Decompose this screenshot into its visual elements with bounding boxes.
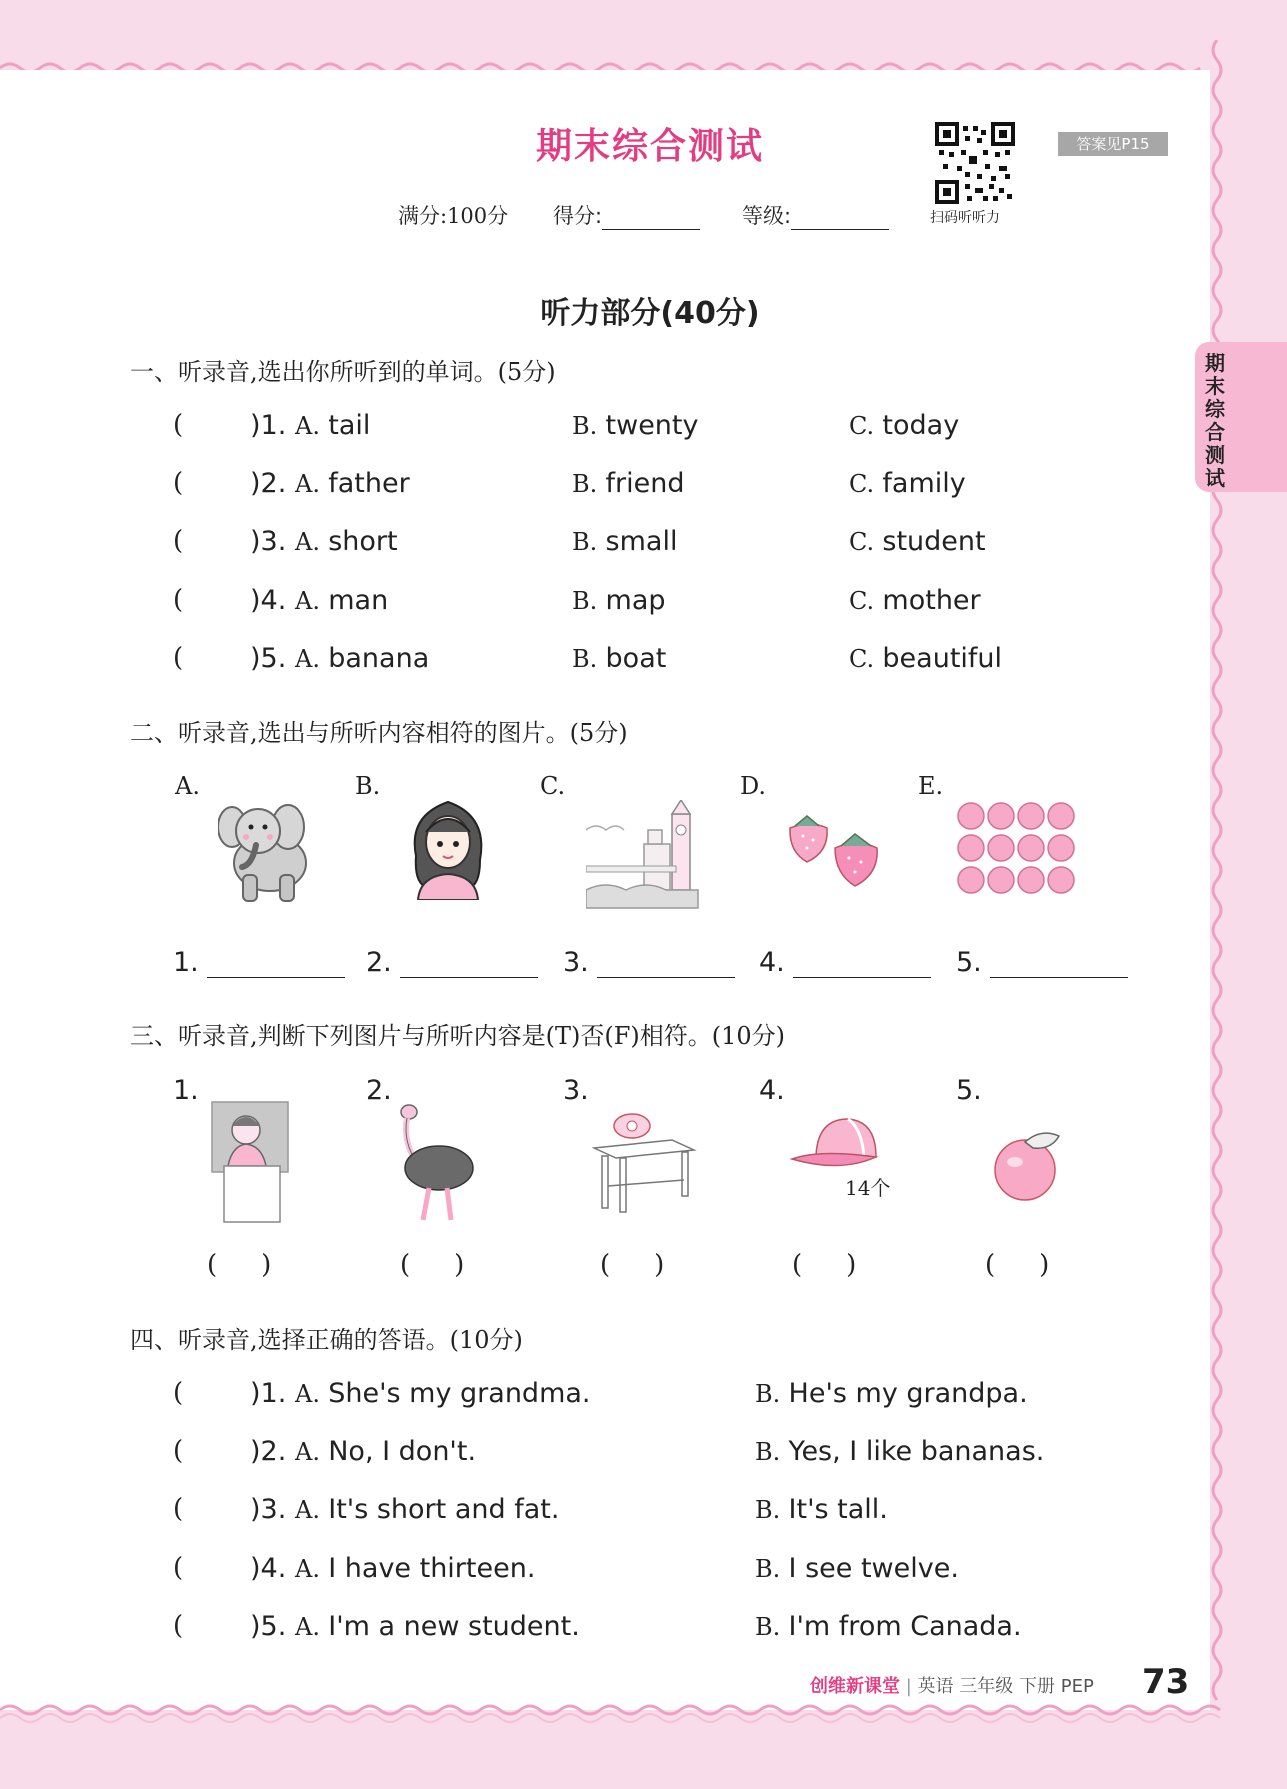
option-a[interactable]: [295, 468, 410, 499]
question-number: )1.: [250, 410, 287, 441]
item-number: 1.: [173, 1075, 199, 1106]
option-letter: A.: [295, 412, 320, 440]
option-a[interactable]: A. It's short and fat.: [295, 1494, 560, 1525]
option-text: No, I don't.: [328, 1436, 477, 1467]
option-a[interactable]: A. No, I don't.: [295, 1436, 477, 1467]
option-letter: A.: [295, 528, 320, 556]
question-number: )2.: [250, 1436, 287, 1467]
option-text: She's my grandma.: [328, 1378, 591, 1409]
option-c[interactable]: [849, 526, 986, 557]
picture-label-e: E.: [918, 772, 944, 800]
option-a[interactable]: A. I have thirteen.: [295, 1553, 536, 1584]
answer-blank-4[interactable]: [759, 947, 931, 978]
option-text: father: [328, 468, 410, 499]
option-letter: B.: [572, 587, 598, 615]
option-text: small: [605, 526, 678, 557]
answer-paren[interactable]: (: [173, 643, 184, 673]
option-text: beautiful: [882, 643, 1003, 674]
wavy-frame-right: [1195, 40, 1255, 1740]
option-text: boat: [605, 643, 667, 674]
option-b[interactable]: [572, 526, 677, 557]
option-text: I'm a new student.: [328, 1611, 580, 1642]
option-letter: A.: [295, 470, 320, 498]
tf-answer-paren[interactable]: ( ): [207, 1250, 272, 1280]
option-a[interactable]: A. She's my grandma.: [295, 1378, 591, 1409]
option-letter: C.: [849, 528, 875, 556]
option-text: Yes, I like bananas.: [788, 1436, 1045, 1467]
score-field: [553, 200, 700, 230]
option-a[interactable]: [295, 410, 370, 441]
grade-label: 等级:: [742, 204, 792, 228]
option-text: I'm from Canada.: [788, 1611, 1022, 1642]
option-b[interactable]: [572, 468, 685, 499]
footer-brand: 创维新课堂: [810, 1676, 900, 1697]
answer-paren[interactable]: (: [173, 1494, 184, 1524]
option-text: short: [328, 526, 398, 557]
question-number: )1.: [250, 1378, 287, 1409]
qr-code-icon[interactable]: [935, 122, 1015, 204]
section-3-title: 三、听录音,判断下列图片与所听内容是(T)否(F)相符。(10分): [130, 1022, 786, 1050]
footer-course: 英语 三年级 下册 PEP: [917, 1676, 1094, 1697]
part-title: 听力部分(40分): [540, 296, 760, 331]
option-letter: B.: [572, 645, 598, 673]
score-blank[interactable]: [602, 207, 700, 230]
option-b[interactable]: B. He's my grandpa.: [755, 1378, 1028, 1409]
picture-label-d: D.: [740, 772, 767, 800]
option-text: I see twelve.: [788, 1553, 959, 1584]
question-number: )4.: [250, 585, 287, 616]
option-b[interactable]: [572, 410, 699, 441]
page-number: 73: [1142, 1662, 1190, 1702]
answer-paren[interactable]: (: [173, 1378, 184, 1408]
option-a[interactable]: [295, 526, 398, 557]
table-picture: [592, 1110, 697, 1215]
option-text: map: [605, 585, 666, 616]
answer-blank-2[interactable]: [366, 947, 538, 978]
option-b[interactable]: B. Yes, I like bananas.: [755, 1436, 1045, 1467]
answer-number: 4.: [759, 947, 785, 978]
option-c[interactable]: [849, 585, 981, 616]
question-number: )4.: [250, 1553, 287, 1584]
answer-number: 2.: [366, 947, 392, 978]
question-number: )5.: [250, 643, 287, 674]
section-4-title: 四、听录音,选择正确的答语。(10分): [130, 1326, 523, 1354]
picture-label-b: B.: [355, 772, 381, 800]
question-number: )3.: [250, 526, 287, 557]
option-text: It's short and fat.: [328, 1494, 560, 1525]
answer-blank-5[interactable]: [956, 947, 1128, 978]
answer-paren[interactable]: (: [173, 1553, 184, 1583]
girl-in-box-picture: [210, 1100, 290, 1225]
wavy-frame-bottom: [0, 1690, 1287, 1750]
footer-info: 创维新课堂 | 英语 三年级 下册 PEP: [810, 1676, 1094, 1697]
option-letter: C.: [849, 645, 875, 673]
option-letter: C.: [849, 587, 875, 615]
option-a[interactable]: [295, 585, 388, 616]
option-text: I have thirteen.: [328, 1553, 536, 1584]
question-number: )3.: [250, 1494, 287, 1525]
answer-paren[interactable]: (: [173, 1436, 184, 1466]
picture-label-a: A.: [175, 772, 200, 800]
option-text: family: [882, 468, 966, 499]
option-letter: C.: [849, 470, 875, 498]
option-c[interactable]: [849, 468, 966, 499]
option-letter: A.: [295, 645, 320, 673]
option-text: man: [328, 585, 389, 616]
option-b[interactable]: B. I see twelve.: [755, 1553, 959, 1584]
peach-picture: [985, 1128, 1075, 1203]
option-a[interactable]: A. I'm a new student.: [295, 1611, 580, 1642]
ostrich-picture: [393, 1100, 478, 1225]
item-number: 2.: [366, 1075, 392, 1106]
question-number: )5.: [250, 1611, 287, 1642]
side-tab-label: 期末综合测试: [1205, 351, 1225, 490]
strawberries-picture: [785, 808, 895, 893]
tf-answer-paren[interactable]: ( ): [400, 1250, 465, 1280]
item-number: 3.: [563, 1075, 589, 1106]
elephant-picture: [218, 795, 318, 905]
answer-paren[interactable]: (: [173, 468, 184, 498]
picture-label-c: C.: [540, 772, 566, 800]
big-ben-picture: [586, 800, 701, 910]
option-b[interactable]: B. It's tall.: [755, 1494, 888, 1525]
option-letter: B.: [572, 470, 598, 498]
option-c[interactable]: [849, 643, 1002, 674]
option-text: banana: [328, 643, 430, 674]
grade-field: [742, 200, 889, 230]
answer-paren[interactable]: (: [173, 585, 184, 615]
option-a[interactable]: [295, 643, 429, 674]
score-label: 得分:: [553, 204, 603, 228]
option-text: twenty: [605, 410, 699, 441]
section-2-title: 二、听录音,选出与所听内容相符的图片。(5分): [130, 719, 628, 747]
tf-answer-paren[interactable]: ( ): [792, 1250, 857, 1280]
option-text: friend: [605, 468, 685, 499]
tf-answer-paren[interactable]: ( ): [985, 1250, 1050, 1280]
option-b[interactable]: [572, 585, 666, 616]
answer-paren[interactable]: (: [173, 1611, 184, 1641]
answer-blank-3[interactable]: [563, 947, 735, 978]
option-letter: C.: [849, 412, 875, 440]
option-b[interactable]: [572, 643, 666, 674]
answer-number: 1.: [173, 947, 199, 978]
answer-reference-badge: 答案见P15: [1058, 132, 1168, 156]
item-number: 4.: [759, 1075, 785, 1106]
option-text: student: [882, 526, 986, 557]
page-title: 期末综合测试: [535, 126, 764, 167]
full-score: 满分:100分: [398, 204, 509, 228]
option-b[interactable]: B. I'm from Canada.: [755, 1611, 1022, 1642]
option-text: tail: [328, 410, 371, 441]
question-number: )2.: [250, 468, 287, 499]
item-number: 5.: [956, 1075, 982, 1106]
qr-caption: 扫码听听力: [930, 210, 1000, 226]
cap-count-label: 14个: [845, 1176, 891, 1200]
option-text: It's tall.: [788, 1494, 888, 1525]
option-text: mother: [882, 585, 981, 616]
answer-number: 5.: [956, 947, 982, 978]
option-letter: B.: [572, 528, 598, 556]
option-text: today: [882, 410, 960, 441]
grade-blank[interactable]: [791, 207, 889, 230]
balls-picture: [955, 800, 1085, 900]
answer-blank-1[interactable]: [173, 947, 345, 978]
girl-picture: [408, 796, 488, 900]
tf-answer-paren[interactable]: ( ): [600, 1250, 665, 1280]
option-letter: A.: [295, 587, 320, 615]
cap-picture: [790, 1115, 880, 1180]
option-letter: B.: [572, 412, 598, 440]
section-1-title: 一、听录音,选出你所听到的单词。(5分): [130, 358, 556, 386]
answer-paren[interactable]: (: [173, 410, 184, 440]
option-c[interactable]: [849, 410, 959, 441]
answer-number: 3.: [563, 947, 589, 978]
answer-paren[interactable]: (: [173, 526, 184, 556]
option-text: He's my grandpa.: [788, 1378, 1028, 1409]
